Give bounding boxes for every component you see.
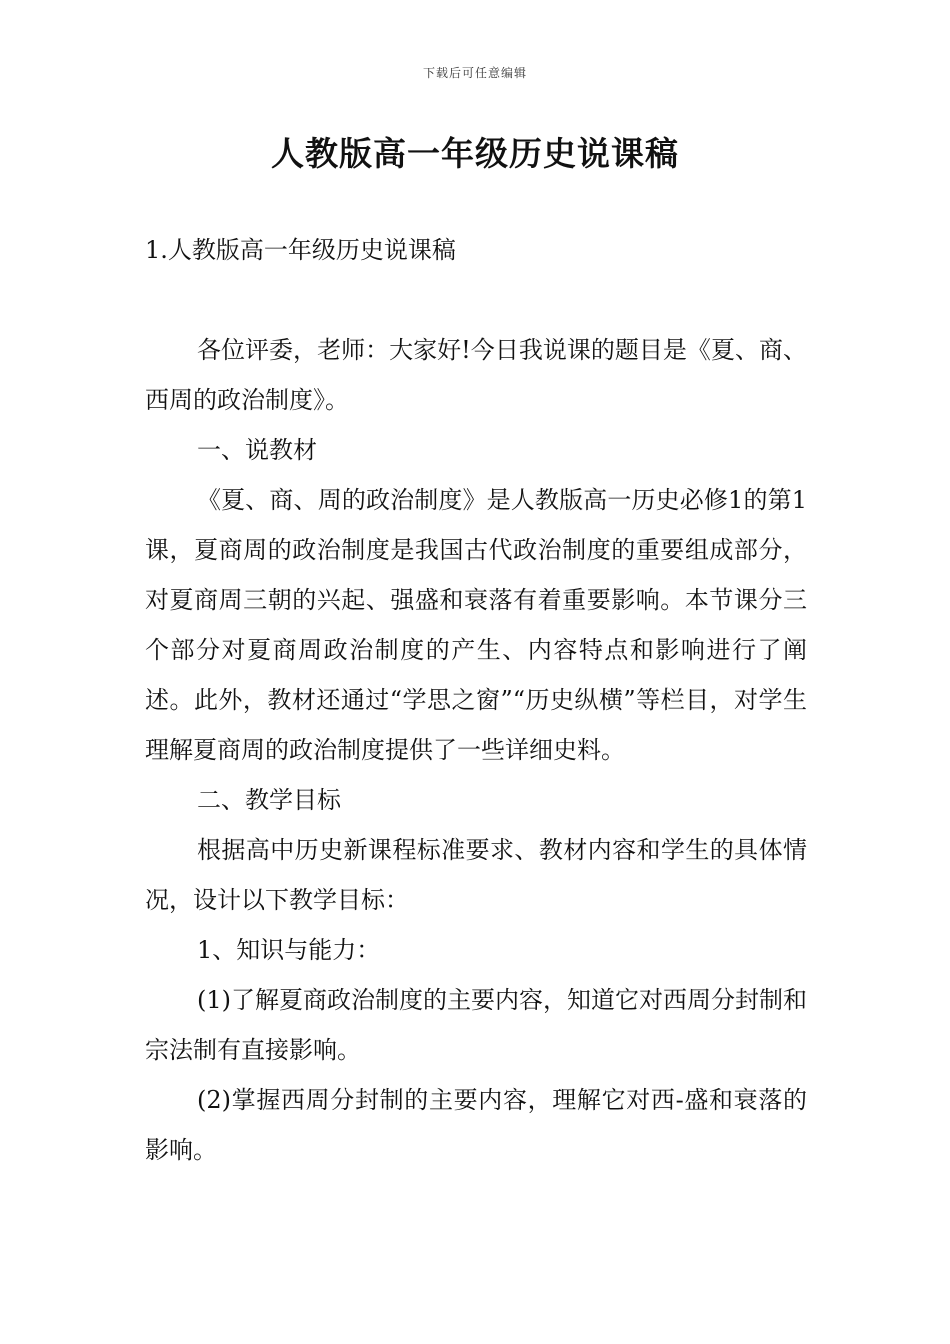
paragraph-greeting: 各位评委，老师：大家好!今日我说课的题目是《夏、商、西周的政治制度》。 [145, 336, 807, 414]
section-heading: 1.人教版高一年级历史说课稿 [145, 236, 456, 264]
header-note: 下载后可任意编辑 [422, 66, 527, 80]
list-item-goal-1: (1)了解夏商政治制度的主要内容，知道它对西周分封制和宗法制有直接影响。 [145, 986, 807, 1064]
document-body [145, 325, 807, 1175]
document-title: 人教版高一年级历史说课稿 [271, 134, 679, 173]
heading-textbook: 一、说教材 [197, 436, 317, 464]
paragraph-textbook: 《夏、商、周的政治制度》是人教版高一历史必修1的第1课，夏商周的政治制度是我国古代政治制度的重要组成部分，对夏商周三朝的兴起、强盛和衰落有着重要影响。本节课分三个部分对夏商周政治制度的产生、内容特点和影响进行了阐述。此外，教材还通过“学思之窗”“历史纵横”等栏目，对学生理解夏商周的政治制度提供了一些详细史料。 [145, 486, 807, 764]
paragraph-teaching-goals: 根据高中历史新课程标准要求、教材内容和学生的具体情况，设计以下教学目标： [145, 836, 807, 914]
list-item-goal-2: (2)掌握西周分封制的主要内容，理解它对西-盛和衰落的影响。 [145, 1086, 807, 1164]
heading-teaching-goals: 二、教学目标 [197, 786, 341, 814]
heading-knowledge-ability: 1、知识与能力： [197, 936, 381, 964]
